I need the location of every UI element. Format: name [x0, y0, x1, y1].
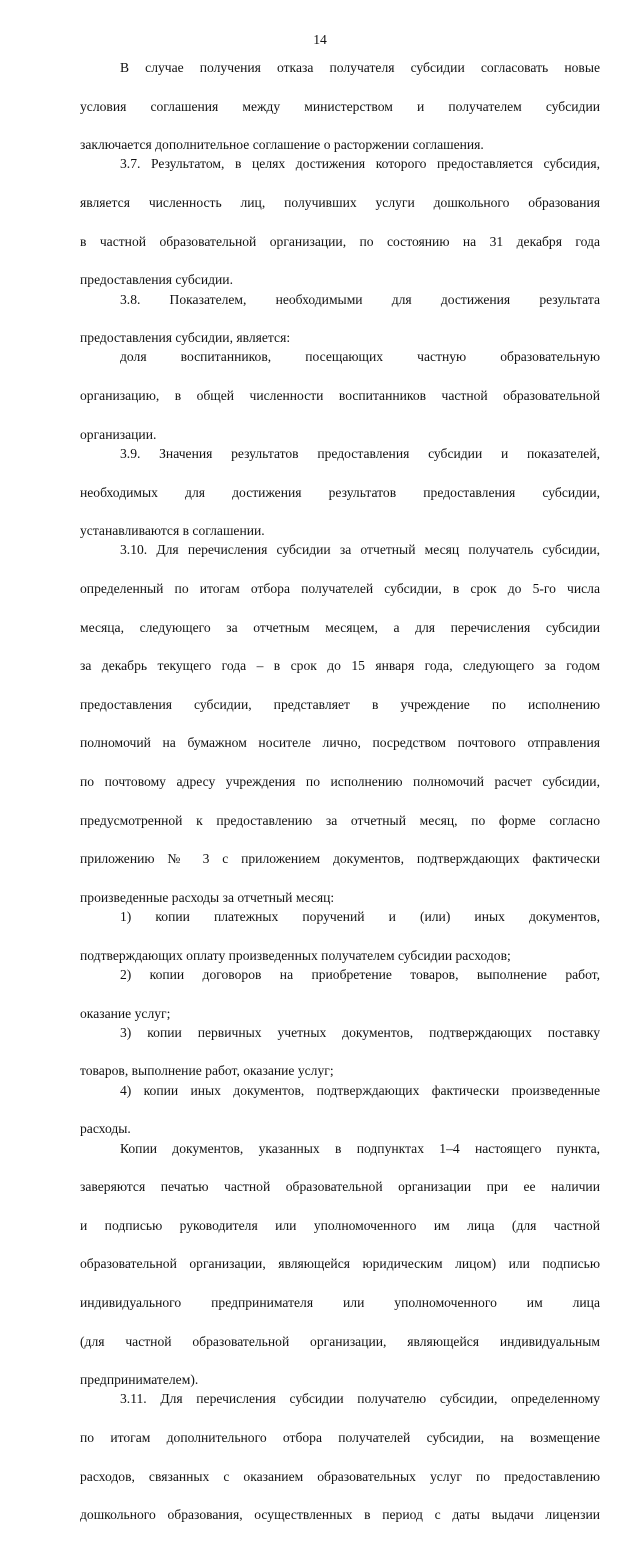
paragraph-line: подтверждающих оплату произведенных получателем субсидии расходов;: [80, 947, 511, 963]
paragraph-line: предоставления субсидии, является:: [80, 330, 291, 346]
paragraph-line: устанавливаются в соглашении.: [80, 523, 265, 539]
paragraph-first-line: 3.8. Показателем, необходимыми для достижения результата: [120, 291, 600, 307]
paragraph-line: заключается дополнительное соглашение о расторжении соглашения.: [80, 137, 484, 153]
paragraph-line: и подписью руководителя или уполномоченного им лица (для частной: [80, 1217, 600, 1233]
paragraph-first-line: 3.11. Для перечисления субсидии получателю субсидии, определенному: [120, 1391, 600, 1407]
page-number: 14: [313, 32, 327, 47]
paragraph-line: произведенные расходы за отчетный месяц:: [80, 889, 335, 905]
paragraph-line: является численность лиц, получивших услуги дошкольного образования: [80, 195, 600, 211]
paragraph-first-line: 2) копии договоров на приобретение товаров, выполнение работ,: [120, 966, 600, 982]
paragraph-line: в частной образовательной организации, по состоянию на 31 декабря года: [80, 233, 600, 249]
paragraph-first-line: 3.7. Результатом, в целях достижения которого предоставляется субсидия,: [120, 156, 600, 172]
paragraph-line: оказание услуг;: [80, 1005, 171, 1021]
paragraph-line: определенный по итогам отбора получателей субсидии, в срок до 5-го числа: [80, 581, 600, 597]
paragraph-line: приложению № 3 с приложением документов, подтверждающих фактически: [80, 851, 600, 867]
paragraph-first-line: 3) копии первичных учетных документов, подтверждающих поставку: [120, 1024, 600, 1040]
paragraph-line: индивидуального предпринимателя или уполномоченного им лица: [80, 1295, 600, 1310]
paragraph-line: организации.: [80, 426, 157, 442]
paragraph-line: предпринимателем).: [80, 1372, 199, 1388]
paragraph-line: (для частной образовательной организации, являющейся индивидуальным: [80, 1333, 600, 1349]
paragraph-line: расходы.: [80, 1121, 131, 1137]
paragraph-line: по итогам дополнительного отбора получателей субсидии, на возмещение: [80, 1430, 600, 1446]
paragraph-first-line: 4) копии иных документов, подтверждающих фактически произведенные: [120, 1082, 600, 1098]
paragraph-line: месяца, следующего за отчетным месяцем, а для перечисления субсидии: [80, 619, 600, 635]
paragraph-line: условия соглашения между министерством и получателем субсидии: [80, 98, 600, 114]
paragraph-line: заверяются печатью частной образовательной организации при ее наличии: [80, 1179, 600, 1195]
paragraph-line: по почтовому адресу учреждения по исполнению полномочий расчет субсидии,: [80, 773, 600, 789]
paragraph-first-line: 1) копии платежных поручений и (или) иных документов,: [120, 909, 600, 925]
paragraph-first-line: В случае получения отказа получателя субсидии согласовать новые: [120, 60, 600, 75]
paragraph-line: необходимых для достижения результатов предоставления субсидии,: [80, 484, 600, 500]
paragraph-line: расходов, связанных с оказанием образовательных услуг по предоставлению: [80, 1468, 600, 1484]
paragraph-line: предоставления субсидии, представляет в учреждение по исполнению: [80, 696, 600, 712]
paragraph-first-line: Копии документов, указанных в подпунктах 1–4 настоящего пункта,: [120, 1140, 600, 1156]
paragraph-line: предоставления субсидии.: [80, 272, 233, 288]
paragraph-line: организацию, в общей численности воспитанников частной образовательной: [80, 388, 600, 404]
paragraph-line: товаров, выполнение работ, оказание услуг;: [80, 1063, 334, 1079]
document-body: [80, 58, 600, 1544]
paragraph-line: за декабрь текущего года – в срок до 15 января года, следующего за годом: [80, 658, 600, 674]
paragraph-line: дошкольного образования, осуществленных в период с даты выдачи лицензии: [80, 1507, 600, 1523]
paragraph-line: предусмотренной к предоставлению за отчетный месяц, по форме согласно: [80, 812, 600, 828]
paragraph-first-line: 3.10. Для перечисления субсидии за отчетный месяц получатель субсидии,: [120, 542, 600, 558]
paragraph-first-line: доля воспитанников, посещающих частную образовательную: [120, 349, 600, 365]
paragraph-line: полномочий на бумажном носителе лично, посредством почтового отправления: [80, 735, 600, 751]
paragraph-first-line: 3.9. Значения результатов предоставления субсидии и показателей,: [120, 445, 600, 461]
paragraph-line: образовательной организации, являющейся юридическим лицом) или подписью: [80, 1256, 600, 1272]
